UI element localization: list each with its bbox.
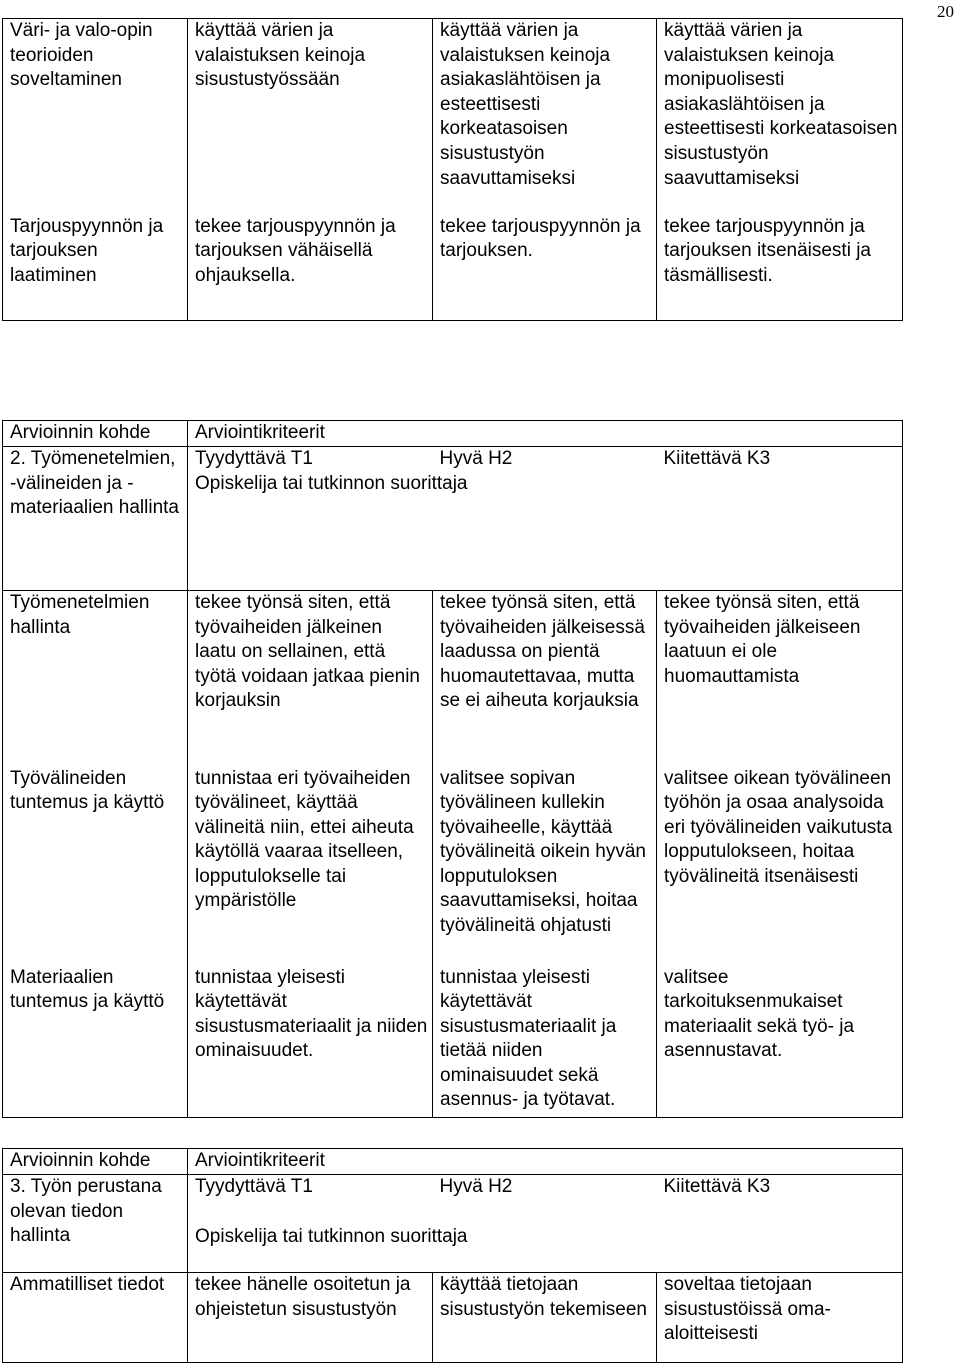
- table-row: [3, 19, 903, 215]
- performer-label: Opiskelija tai tutkinnon suorittaja: [195, 472, 468, 494]
- grade-t1: Tyydyttävä T1: [195, 448, 313, 469]
- criteria-t1-cell: käyttää värien ja valaistuksen keinoja sisustustyössään: [188, 19, 433, 215]
- table-header-row: [3, 421, 903, 447]
- criteria-h2-cell: käyttää tietojaan sisustustyön tekemiseen: [433, 1273, 657, 1363]
- grade-cell: [188, 1175, 468, 1273]
- criteria-t1-cell: tekee hänelle osoitetun ja ohjeistetun sisustustyön: [188, 1273, 433, 1363]
- subject-cell: Ammatilliset tiedot: [3, 1273, 188, 1363]
- criteria-h2-cell: valitsee sopivan työvälineen kullekin työvaiheelle, käyttää työvälineitä oikein hyvän lopputuloksen saavuttamiseksi, hoitaa työvälineitä ohjatusti: [433, 767, 657, 966]
- criteria-t1-cell: tunnistaa eri työvaiheiden työvälineet, käyttää välineitä niin, ettei aiheuta käytöllä vaaraa itselleen, lopputulokselle tai ympäristölle: [188, 767, 433, 966]
- grade-t1: Tyydyttävä T1: [195, 1176, 313, 1197]
- table-row: [3, 215, 903, 321]
- subject-cell: Työvälineiden tuntemus ja käyttö: [3, 767, 188, 966]
- subject-cell: Tarjouspyynnön ja tarjouksen laatiminen: [3, 215, 188, 321]
- grade-k3: Kiitettävä K3: [663, 1176, 771, 1197]
- grade-cell: [657, 447, 903, 591]
- table-header-row: [3, 1149, 903, 1175]
- criteria-t1-cell: tekee työnsä siten, että työvaiheiden jälkeinen laatu on sellainen, että työtä voidaan jatkaa pienin korjauksin: [188, 591, 433, 767]
- criteria-k3-cell: valitsee tarkoituksenmukaiset materiaalit sekä työ- ja asennustavat.: [657, 966, 903, 1118]
- subject-cell: Väri- ja valo-opin teorioiden soveltaminen: [3, 19, 188, 215]
- header-subject: Arvioinnin kohde: [3, 421, 188, 447]
- table-row: [3, 1273, 903, 1363]
- section-row: [3, 447, 903, 591]
- table-row: [3, 966, 903, 1118]
- header-criteria: Arviointikriteerit: [188, 1149, 903, 1175]
- page-number: 20: [937, 2, 954, 21]
- section-title: 3. Työn perustana olevan tiedon hallinta: [3, 1175, 188, 1273]
- header-subject: Arvioinnin kohde: [3, 1149, 188, 1175]
- criteria-table-2: [2, 420, 903, 1118]
- criteria-table-3: [2, 1148, 903, 1363]
- grade-cell: [188, 447, 468, 591]
- table-row: [3, 767, 903, 966]
- subject-cell: Työmenetelmien hallinta: [3, 591, 188, 767]
- criteria-h2-cell: tekee työnsä siten, että työvaiheiden jälkeisessä laadussa on pientä huomautettavaa, mutta se ei aiheuta korjauksia: [433, 591, 657, 767]
- criteria-k3-cell: tekee työnsä siten, että työvaiheiden jälkeiseen laatuun ei ole huomauttamista: [657, 591, 903, 767]
- section-row: [3, 1175, 903, 1273]
- grade-k3: Kiitettävä K3: [663, 448, 771, 469]
- criteria-t1-cell: tunnistaa yleisesti käytettävät sisustusmateriaalit ja niiden ominaisuudet.: [188, 966, 433, 1118]
- criteria-table-continued: [2, 18, 903, 321]
- header-criteria: Arviointikriteerit: [188, 421, 903, 447]
- criteria-k3-cell: tekee tarjouspyynnön ja tarjouksen itsenäisesti ja täsmällisesti.: [657, 215, 903, 321]
- criteria-k3-cell: valitsee oikean työvälineen työhön ja osaa analysoida eri työvälineiden vaikutusta lopputulokseen, hoitaa työvälineitä itsenäisesti: [657, 767, 903, 966]
- grade-h2: Hyvä H2: [439, 448, 513, 469]
- grade-cell: [657, 1175, 903, 1273]
- criteria-h2-cell: käyttää värien ja valaistuksen keinoja asiakaslähtöisen ja esteettisesti korkeatasoisen sisustustyön saavuttamiseksi: [433, 19, 657, 215]
- grade-cell: [433, 447, 657, 591]
- grade-cell: [433, 1175, 657, 1273]
- criteria-h2-cell: tunnistaa yleisesti käytettävät sisustusmateriaalit ja tietää niiden ominaisuudet sekä asennus- ja työtavat.: [433, 966, 657, 1118]
- criteria-t1-cell: tekee tarjouspyynnön ja tarjouksen vähäisellä ohjauksella.: [188, 215, 433, 321]
- criteria-k3-cell: käyttää värien ja valaistuksen keinoja monipuolisesti asiakaslähtöisen ja esteettisesti korkeatasoisen sisustustyön saavuttamiseksi: [657, 19, 903, 215]
- criteria-k3-cell: soveltaa tietojaan sisustustöissä oma-aloitteisesti: [657, 1273, 903, 1363]
- criteria-h2-cell: tekee tarjouspyynnön ja tarjouksen.: [433, 215, 657, 321]
- subject-cell: Materiaalien tuntemus ja käyttö: [3, 966, 188, 1118]
- table-row: [3, 591, 903, 767]
- section-title: 2. Työmenetelmien, -välineiden ja -materiaalien hallinta: [3, 447, 188, 591]
- performer-label: Opiskelija tai tutkinnon suorittaja: [195, 1225, 468, 1247]
- grade-h2: Hyvä H2: [439, 1176, 513, 1197]
